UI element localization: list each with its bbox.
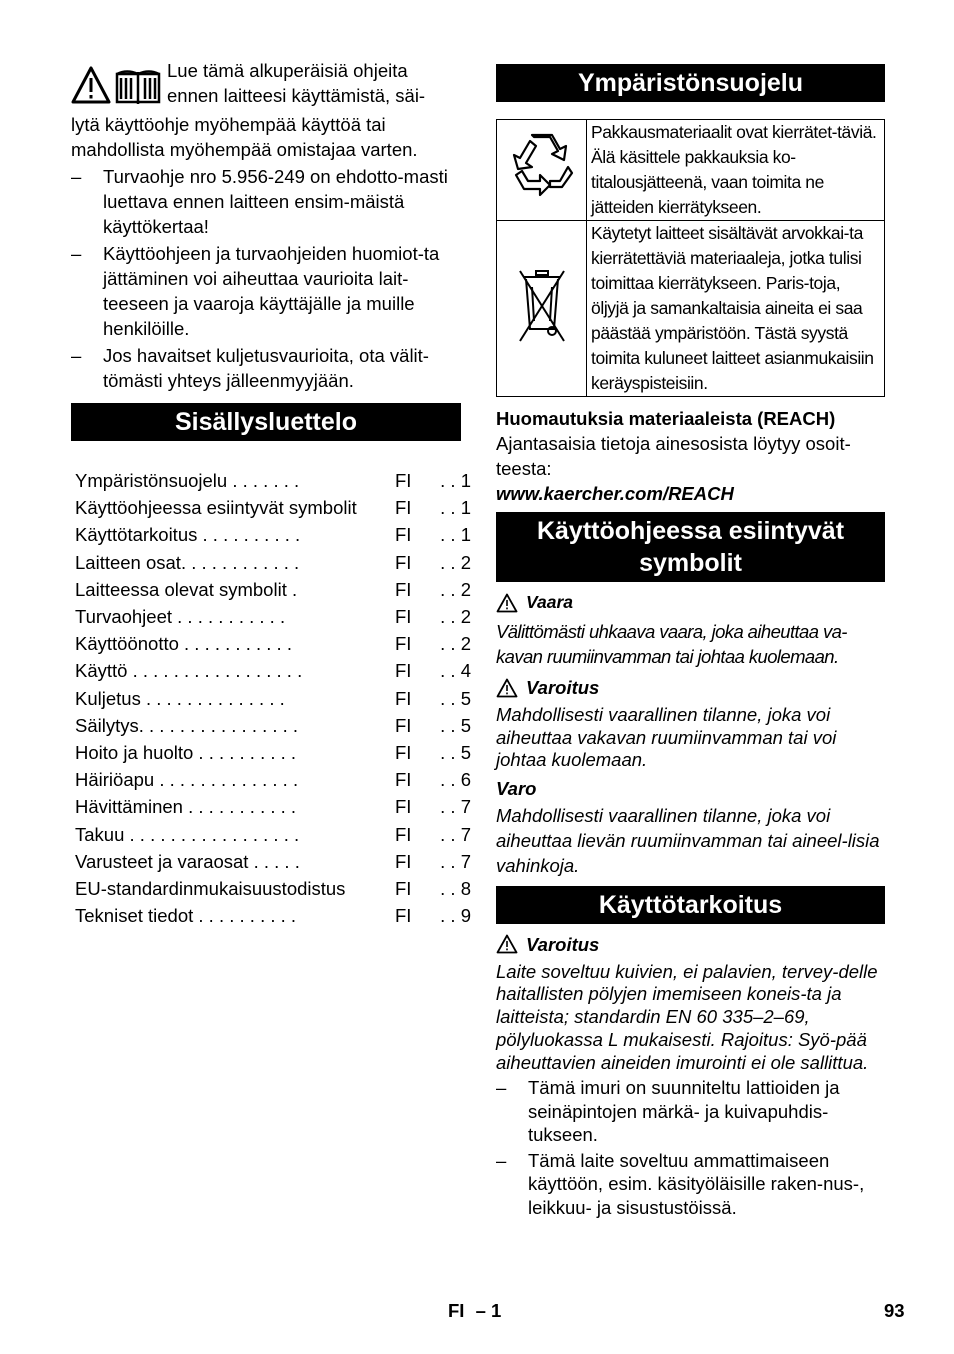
- toc-heading: Sisällysluettelo: [71, 403, 461, 441]
- purpose-warning-text: Laite soveltuu kuivien, ei palavien, tervey-delle haitallisten pölyjen imemiseen koneis-ta ja laitteista; standardin EN 60 335–2–69, pölyluokassa L mukaisesti. Rajoitus: Syö-pää aiheuttavien aineiden imurointi ei ole sallittua.: [496, 960, 878, 1073]
- caution-text: Mahdollisesti vaarallinen tilanne, joka voi aiheuttaa lievän ruumiinvamman tai aineel-lisia vahinkoja.: [496, 804, 880, 876]
- toc-entry-page: . . 6: [440, 769, 471, 791]
- intro-block: [71, 58, 461, 162]
- toc-row: [71, 739, 471, 766]
- toc-entry-lang: FI: [395, 687, 412, 709]
- toc-entry-page: . . 7: [440, 850, 471, 872]
- toc-entry-lang: FI: [395, 660, 412, 682]
- toc-entry-title: Varusteet ja varaosat . . . . .: [75, 850, 300, 872]
- intro-icons: [71, 66, 163, 112]
- intro-text-cont: lytä käyttöohje myöhempää käyttöä tai mahdollista myöhempää omistajaa varten.: [71, 114, 418, 160]
- footer-section-page: – 1: [475, 1300, 502, 1321]
- reach-text: Ajantasaisia tietoja ainesosista löytyy osoit-teesta:: [496, 433, 851, 479]
- toc-entry-lang: FI: [395, 741, 412, 763]
- toc-entry-page: . . 2: [440, 633, 471, 655]
- toc-row: [71, 875, 471, 902]
- toc-entry-title: Laitteessa olevat symbolit .: [75, 578, 298, 600]
- toc-entry-lang: FI: [395, 470, 412, 492]
- toc-entry-lang: FI: [395, 497, 412, 519]
- toc-entry-page: . . 4: [440, 660, 471, 682]
- symbols-heading: Käyttöohjeessa esiintyvät symbolit: [496, 512, 885, 582]
- toc-row: [71, 793, 471, 820]
- toc-entry-title: Tekniset tiedot . . . . . . . . . .: [75, 905, 297, 927]
- toc-row: [71, 467, 471, 494]
- toc-entry-title: Kuljetus . . . . . . . . . . . . . .: [75, 687, 285, 709]
- list-item: – Turvaohje nro 5.956-249 on ehdotto-masti luettava ennen laitteen ensim-mäistä käyttökertaa!: [71, 164, 461, 239]
- table-row: [497, 120, 885, 221]
- toc-entry-page: . . 7: [440, 796, 471, 818]
- crossed-bin-icon: [512, 265, 572, 347]
- toc-row: [71, 657, 471, 684]
- toc-entry-page: . . 2: [440, 606, 471, 628]
- toc-entry-lang: FI: [395, 551, 412, 573]
- purpose-warning-title: [496, 932, 885, 957]
- footer-section: [448, 1298, 501, 1323]
- toc-row: [71, 902, 471, 929]
- table-of-contents: [71, 467, 471, 929]
- toc-entry-page: . . 5: [440, 687, 471, 709]
- toc-entry-lang: FI: [395, 877, 412, 899]
- caution-title: Varo: [496, 777, 537, 799]
- toc-row: [71, 820, 471, 847]
- environment-table: [496, 119, 885, 397]
- warning-triangle-icon: [496, 934, 518, 954]
- bin-text: Käytetyt laitteet sisältävät arvokkai-ta kierrätettäviä materiaaleja, jotka tulisi toimittaa kierrätykseen. Paris-toja, öljyjä ja samankaltaisia aineita ei saa päästää ympäristöön. Tästä syystä toimita kuluneet laitteet asianmukaisiin keräyspisteisiin.: [587, 221, 885, 397]
- danger-title: [496, 590, 885, 615]
- toc-entry-lang: FI: [395, 823, 412, 845]
- left-column: [71, 58, 471, 929]
- toc-entry-title: Käyttö . . . . . . . . . . . . . . . . .: [75, 660, 303, 682]
- list-item: – Tämä laite soveltuu ammattimaiseen käyttöön, esim. käsityöläisille raken-nus-, leikkuu- ja sisustustöissä.: [496, 1149, 885, 1220]
- footer-lang: FI: [448, 1300, 465, 1321]
- warning-manual-icon: [71, 66, 163, 106]
- reach-title: Huomautuksia materiaaleista (REACH): [496, 408, 836, 429]
- danger-text: Välittömästi uhkaava vaara, joka aiheuttaa va-kavan ruumiinvamman tai johtaa kuolemaan.: [496, 621, 847, 667]
- toc-row: [71, 576, 471, 603]
- warning-title: [496, 675, 885, 700]
- toc-row: [71, 712, 471, 739]
- toc-entry-title: Ympäristönsuojelu . . . . . . .: [75, 470, 300, 492]
- warning-label: Varoitus: [526, 677, 600, 698]
- purpose-bullets: [496, 1076, 885, 1219]
- list-item: – Tämä imuri on suunniteltu lattioiden ja seinäpintojen märkä- ja kuivapuhdis-tukseen.: [496, 1076, 885, 1147]
- toc-entry-page: . . 1: [440, 524, 471, 546]
- toc-entry-title: Hoito ja huolto . . . . . . . . . .: [75, 741, 297, 763]
- purpose-heading: Käyttötarkoitus: [496, 886, 885, 924]
- recycle-text: Pakkausmateriaalit ovat kierrätet-täviä. Älä käsittele pakkauksia ko-titalousjätteenä, vaan toimita ne jätteiden kierrätykseen.: [587, 120, 885, 221]
- toc-entry-title: Käyttötarkoitus . . . . . . . . . .: [75, 524, 301, 546]
- toc-entry-lang: FI: [395, 769, 412, 791]
- intro-bullets: [71, 164, 461, 393]
- toc-row: [71, 685, 471, 712]
- toc-entry-lang: FI: [395, 524, 412, 546]
- toc-entry-title: Hävittäminen . . . . . . . . . . .: [75, 796, 297, 818]
- toc-entry-lang: FI: [395, 850, 412, 872]
- toc-entry-page: . . 2: [440, 578, 471, 600]
- toc-entry-page: . . 7: [440, 823, 471, 845]
- toc-entry-title: Häiriöapu . . . . . . . . . . . . . .: [75, 769, 299, 791]
- recycle-icon: [504, 127, 580, 207]
- bin-cell: [497, 221, 587, 397]
- toc-entry-lang: FI: [395, 905, 412, 927]
- toc-entry-lang: FI: [395, 633, 412, 655]
- right-column: [496, 64, 885, 1219]
- toc-entry-title: Takuu . . . . . . . . . . . . . . . . .: [75, 823, 300, 845]
- toc-entry-page: . . 5: [440, 741, 471, 763]
- list-item: – Käyttöohjeen ja turvaohjeiden huomiot-ta jättäminen voi aiheuttaa vaurioita lait-teeseen ja vaaroja käyttäjälle ja muille henkilöille.: [71, 241, 461, 341]
- toc-row: [71, 603, 471, 630]
- toc-entry-title: Turvaohjeet . . . . . . . . . . .: [75, 606, 286, 628]
- toc-row: [71, 848, 471, 875]
- toc-row: [71, 630, 471, 657]
- toc-entry-title: Säilytys. . . . . . . . . . . . . . . .: [75, 714, 299, 736]
- toc-entry-page: . . 9: [440, 905, 471, 927]
- reach-url: www.kaercher.com/REACH: [496, 483, 734, 504]
- toc-row: [71, 494, 471, 521]
- warning-triangle-icon: [496, 593, 518, 613]
- intro-text: Lue tämä alkuperäisiä ohjeita ennen laitteesi käyttämistä, säi-: [167, 60, 426, 106]
- danger-label: Vaara: [526, 592, 574, 612]
- warning-triangle-icon: [496, 678, 518, 698]
- toc-row: [71, 549, 471, 576]
- list-item: – Jos havaitset kuljetusvaurioita, ota välit-tömästi yhteys jälleenmyyjään.: [71, 343, 461, 393]
- toc-entry-page: . . 2: [440, 551, 471, 573]
- toc-entry-lang: FI: [395, 606, 412, 628]
- toc-entry-title: Laitteen osat. . . . . . . . . . . .: [75, 551, 300, 573]
- purpose-warning-label: Varoitus: [526, 933, 600, 955]
- toc-entry-title: Käyttöohjeessa esiintyvät symbolit: [75, 497, 357, 519]
- toc-entry-lang: FI: [395, 796, 412, 818]
- toc-entry-page: . . 1: [440, 470, 471, 492]
- toc-entry-page: . . 1: [440, 497, 471, 519]
- toc-entry-page: . . 8: [440, 877, 471, 899]
- table-row: [497, 221, 885, 397]
- toc-row: [71, 521, 471, 548]
- toc-entry-title: Käyttöönotto . . . . . . . . . . .: [75, 633, 292, 655]
- toc-entry-lang: FI: [395, 714, 412, 736]
- page-number: 93: [884, 1300, 905, 1321]
- environment-heading: Ympäristönsuojelu: [496, 64, 885, 102]
- toc-entry-page: . . 5: [440, 714, 471, 736]
- toc-row: [71, 766, 471, 793]
- recycle-cell: [497, 120, 587, 221]
- toc-entry-title: EU-standardinmukaisuustodistus: [75, 877, 346, 899]
- warning-text: Mahdollisesti vaarallinen tilanne, joka voi aiheuttaa vakavan ruumiinvamman tai voi johtaa kuolemaan.: [496, 704, 837, 770]
- toc-entry-lang: FI: [395, 578, 412, 600]
